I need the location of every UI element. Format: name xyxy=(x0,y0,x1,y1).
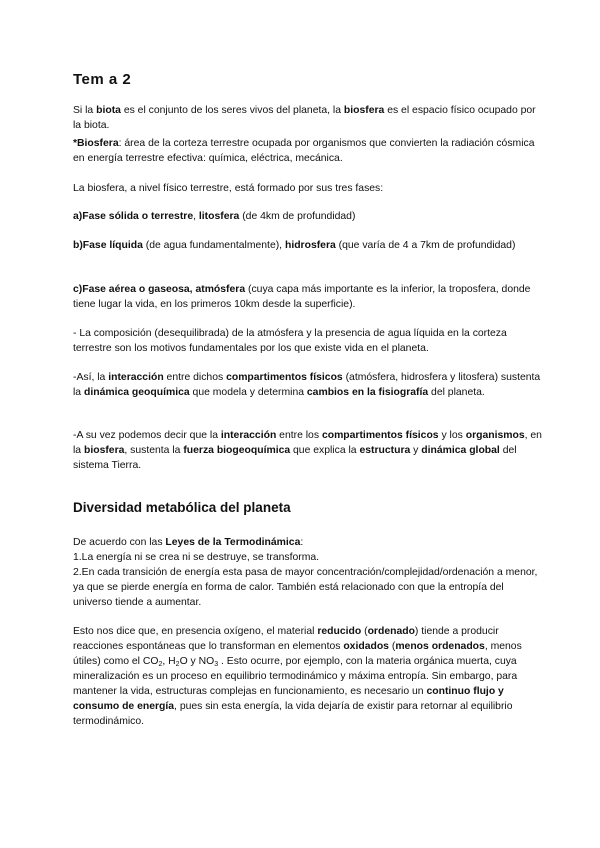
paragraph-interaccion-organismos xyxy=(73,428,543,473)
text: Esto nos dice que, en presencia oxígeno, el material xyxy=(73,626,318,637)
text: que explica la xyxy=(290,445,360,456)
bold-text: organismos xyxy=(465,430,525,441)
text: entre los xyxy=(276,430,322,441)
text: -Así, la xyxy=(73,372,109,383)
subscript: 3 xyxy=(214,661,219,668)
text: , H xyxy=(162,656,176,667)
bold-text: compartimentos físicos xyxy=(226,372,343,383)
bold-text: c)Fase aérea o gaseosa, atmósfera xyxy=(73,284,246,295)
bold-text: dinámica global xyxy=(421,445,500,456)
text: : xyxy=(300,537,304,548)
bold-text: biota xyxy=(96,105,121,116)
text: ) tiende a producir reacciones espontáneas que lo transforman en elementos xyxy=(73,626,499,652)
paragraph-fases-intro xyxy=(73,181,543,196)
paragraph-composicion xyxy=(73,326,543,356)
bold-text: oxidados xyxy=(343,641,389,652)
text: , sustenta la xyxy=(124,445,184,456)
bold-text: biosfera xyxy=(83,445,125,456)
bold-text: *Biosfera xyxy=(73,138,119,149)
bold-text: b)Fase líquida xyxy=(73,240,143,251)
bold-text: cambios en la fisiografía xyxy=(306,387,429,398)
text: : área de la corteza terrestre ocupada por organismos que convierten la radiación cósmica en energía terrestre efectiva: química, eléctrica, mecánica. xyxy=(73,138,535,164)
text: y xyxy=(410,445,422,456)
paragraph-biota xyxy=(73,103,543,133)
text: ( xyxy=(361,626,368,637)
text: . Esto ocurre, por ejemplo, con la materia orgánica muerta, cuya mineralización es un proceso en equilibrio termodinámico y máxima entropía. Sin embargo, para mantener la vida, estructuras complejas en funcionamiento, es necesario un xyxy=(73,656,518,697)
bold-text: estructura xyxy=(359,445,411,456)
bold-text: a)Fase sólida o terrestre xyxy=(73,211,194,222)
text: del planeta. xyxy=(428,387,485,398)
law-item: 1.La energía ni se crea ni se destruye, se transforma. xyxy=(73,552,320,563)
text: De acuerdo con las xyxy=(73,537,166,548)
text: (atmósfera, hidrosfera y litosfera) sustenta la xyxy=(73,372,541,398)
bold-text: compartimentos físicos xyxy=(321,430,439,441)
text: es el espacio físico ocupado por la biota. xyxy=(73,105,536,131)
subscript: 2 xyxy=(158,661,163,668)
paragraph-fase-solida xyxy=(73,209,543,224)
bold-text: interacción xyxy=(220,430,277,441)
paragraph-fase-liquida xyxy=(73,238,543,253)
bold-text: biosfera xyxy=(343,105,385,116)
text: (de agua fundamentalmente), xyxy=(142,240,285,251)
bold-text: menos ordenados xyxy=(395,641,485,652)
text: , pues sin esta energía, la vida dejaría de existir para retornar al equilibrio termodinámico. xyxy=(73,701,513,727)
text: O y NO xyxy=(179,656,215,667)
bold-text: ordenado xyxy=(367,626,415,637)
bold-text: litosfera xyxy=(198,211,240,222)
text: entre dichos xyxy=(163,372,227,383)
text: La biosfera, a nivel físico terrestre, está formado por sus tres fases: xyxy=(73,183,384,194)
paragraph-biosfera-definition xyxy=(73,136,543,166)
page-title: Tem a 2 xyxy=(73,71,132,88)
text: , menos útiles) como el CO xyxy=(73,641,522,667)
bold-text: reducido xyxy=(317,626,362,637)
text: (cuya capa más importante es la inferior, la troposfera, donde tiene lugar la vida, en los primeros 10km desde la superficie). xyxy=(73,284,531,310)
law-item: 2.En cada transición de energía esta pasa de mayor concentración/complejidad/ordenación a menor, ya que se pierde energía en forma de calor. También está relacionado con que la entropía del universo tiende a aumentar. xyxy=(73,567,538,608)
bold-text: interacción xyxy=(108,372,164,383)
text: y los xyxy=(438,430,466,441)
bold-text: dinámica geoquímica xyxy=(83,387,190,398)
text: - La composición (desequilibrada) de la atmósfera y la presencia de agua líquida en la corteza terrestre son los motivos fundamentales por los que existe vida en el planeta. xyxy=(73,328,507,354)
bold-text: continuo flujo y consumo de energía xyxy=(73,686,504,712)
subscript: 2 xyxy=(175,661,180,668)
text: (de 4km de profundidad) xyxy=(239,211,356,222)
text: (que varía de 4 a 7km de profundidad) xyxy=(335,240,516,251)
paragraph-oxidacion xyxy=(73,624,543,729)
text: -A su vez podemos decir que la xyxy=(73,430,221,441)
paragraph-fase-aerea xyxy=(73,282,543,312)
section-heading: Diversidad metabólica del planeta xyxy=(73,500,291,515)
bold-text: Leyes de la Termodinámica xyxy=(165,537,301,548)
bold-text: hidrosfera xyxy=(284,240,336,251)
paragraph-leyes-termodinamica xyxy=(73,535,543,610)
text: ( xyxy=(388,641,396,652)
text: Si la xyxy=(73,105,97,116)
bold-text: fuerza biogeoquímica xyxy=(183,445,291,456)
text: del sistema Tierra. xyxy=(73,445,517,471)
text: , xyxy=(193,211,199,222)
text: es el conjunto de los seres vivos del planeta, la xyxy=(120,105,344,116)
text: , en la xyxy=(73,430,542,456)
paragraph-interaccion-compartimentos xyxy=(73,370,543,400)
text: que modela y determina xyxy=(189,387,307,398)
